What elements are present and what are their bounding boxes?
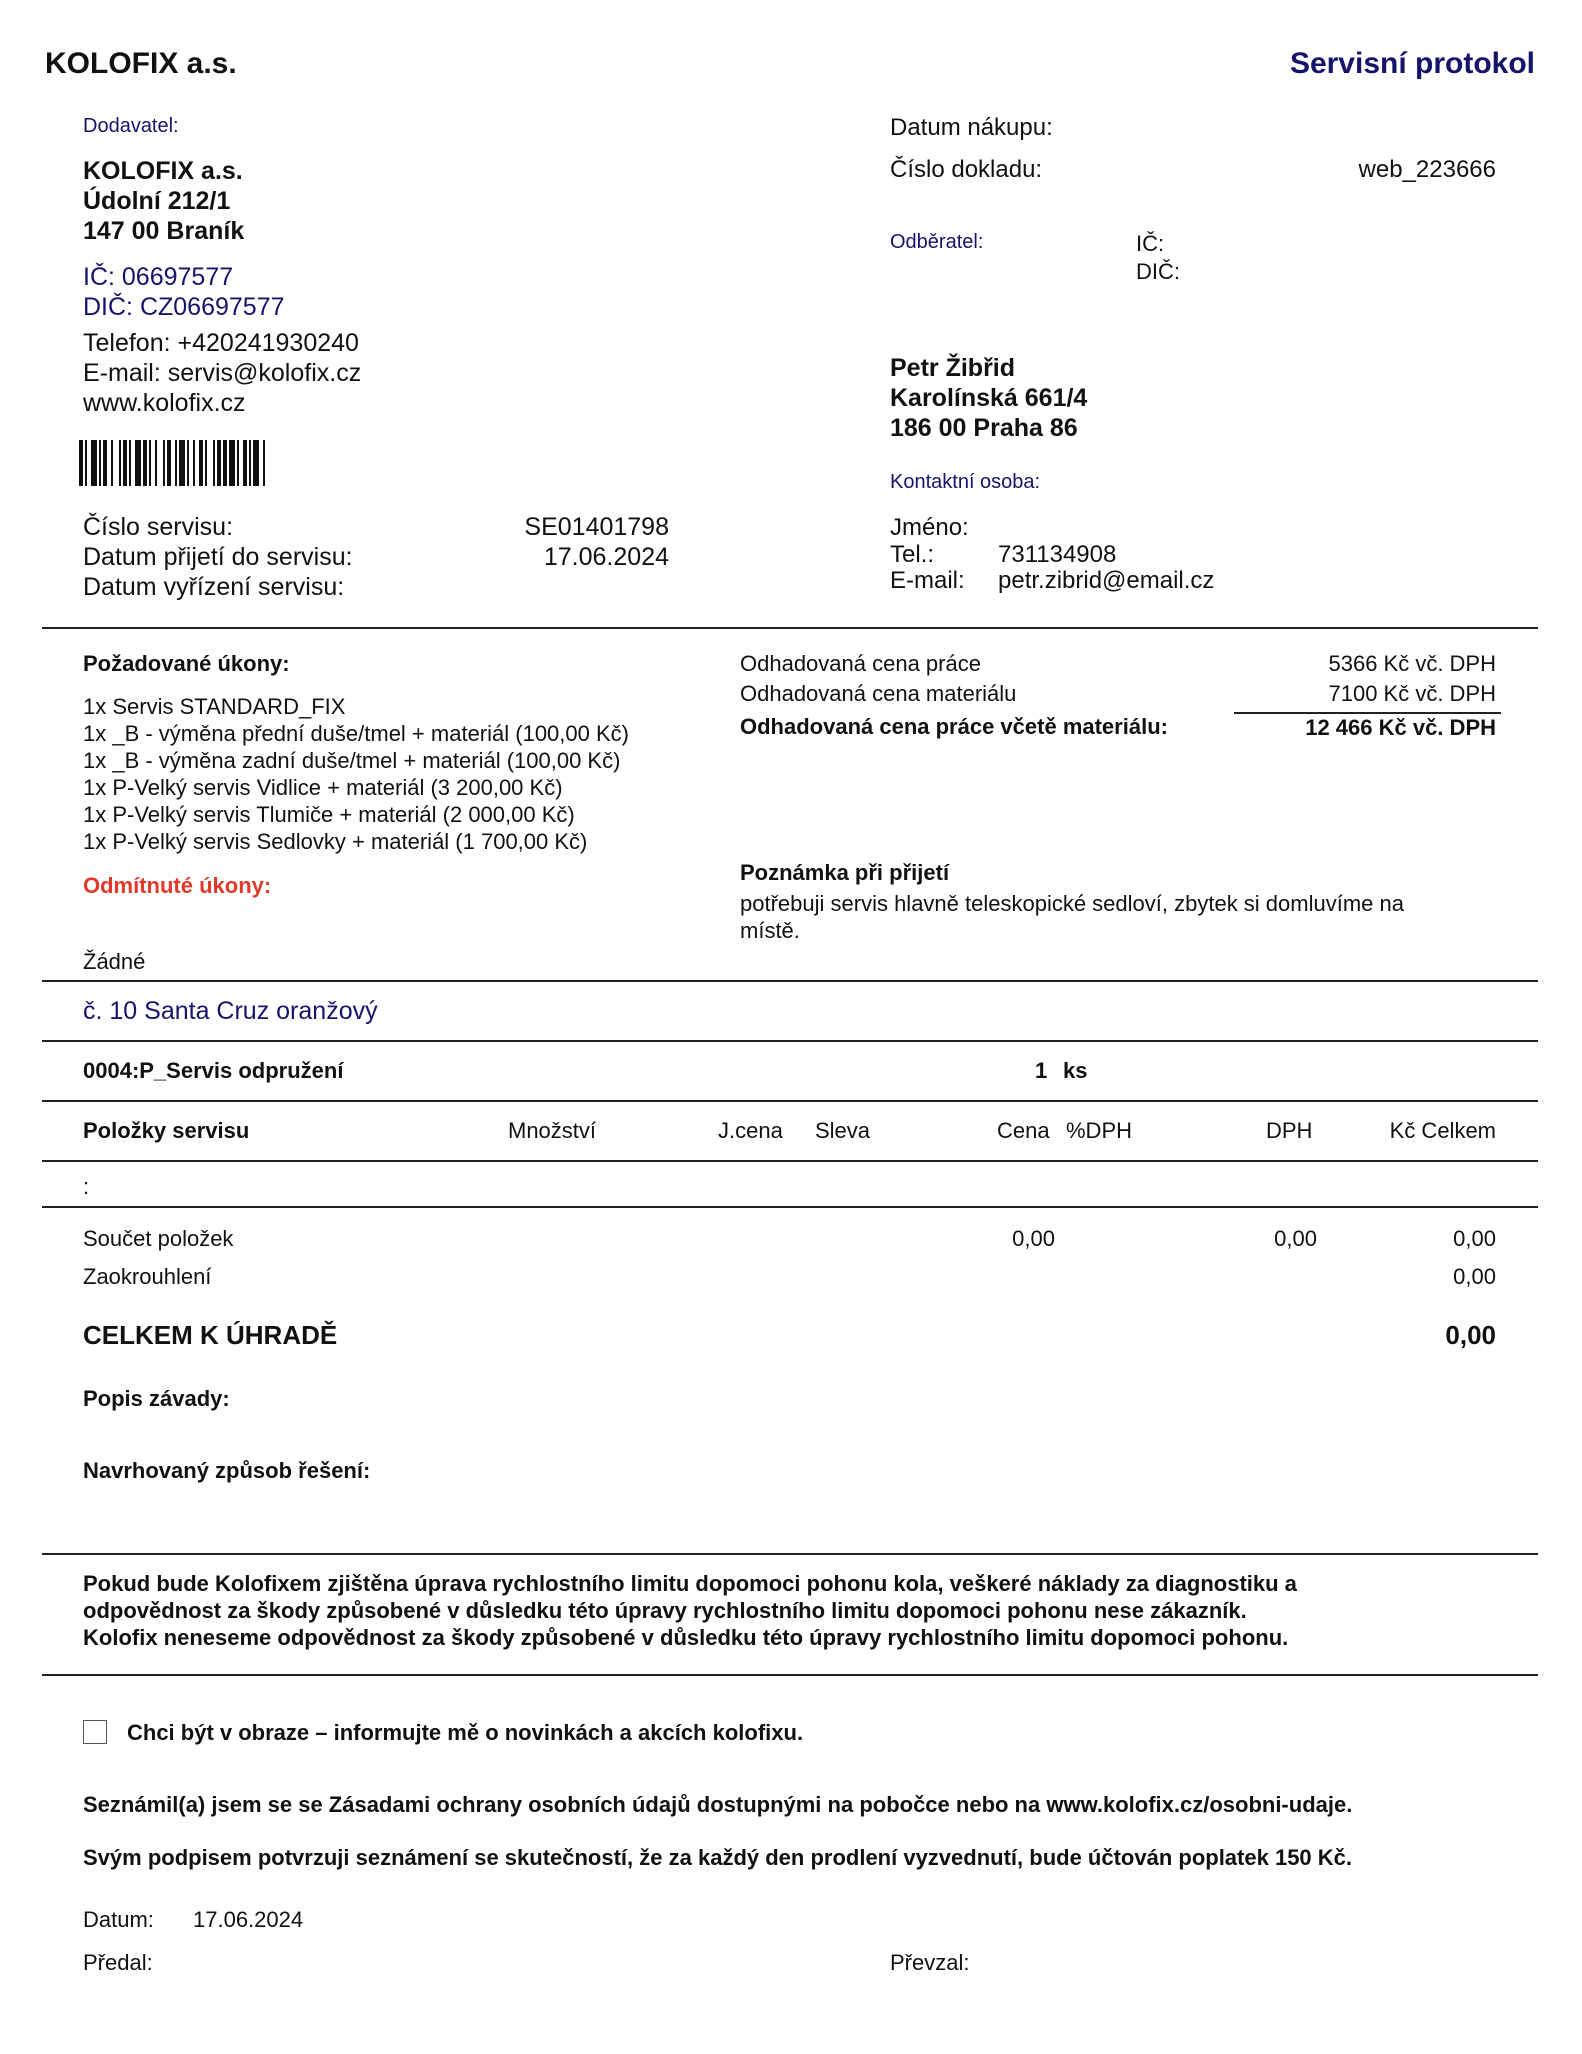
document-number-value: web_223666 xyxy=(1358,156,1496,183)
supplier-email: E-mail: servis@kolofix.cz xyxy=(83,359,362,387)
customer-street: Karolínská 661/4 xyxy=(890,384,1088,412)
material-estimate-value: 7100 Kč vč. DPH xyxy=(1328,681,1496,706)
supplier-web: www.kolofix.cz xyxy=(83,389,246,417)
note-title: Poznámka při přijetí xyxy=(740,860,950,885)
signature-date-value: 17.06.2024 xyxy=(193,1907,304,1932)
material-estimate-label: Odhadovaná cena materiálu xyxy=(740,681,1017,706)
company-name: KOLOFIX a.s. xyxy=(45,47,237,80)
estimate-sum-line xyxy=(1234,712,1501,714)
divider xyxy=(42,1160,1538,1162)
list-item: 1x Servis STANDARD_FIX xyxy=(83,694,346,719)
supplier-label: Dodavatel: xyxy=(83,115,179,137)
completed-date-label: Datum vyřízení servisu: xyxy=(83,573,345,601)
contact-email-label: E-mail: xyxy=(890,567,965,594)
document-title: Servisní protokol xyxy=(1289,47,1535,80)
divider xyxy=(42,1040,1538,1042)
signature-date-label: Datum: xyxy=(83,1907,154,1932)
column-header-qty: Množství xyxy=(508,1118,597,1143)
grand-total-value: 0,00 xyxy=(1445,1320,1496,1350)
divider xyxy=(42,1206,1538,1208)
items-sum-total: 0,00 xyxy=(1453,1226,1496,1251)
rejected-tasks-value: Žádné xyxy=(83,949,146,974)
column-header-discount: Sleva xyxy=(815,1118,871,1143)
privacy-statement: Seznámil(a) jsem se se Zásadami ochrany osobních údajů dostupnými na pobočce nebo na www.kolofix.cz/osobni-udaje. xyxy=(83,1792,1353,1817)
note-line-2: místě. xyxy=(740,918,800,943)
rounding-label: Zaokrouhlení xyxy=(83,1264,212,1289)
items-sum-price: 0,00 xyxy=(1012,1226,1055,1251)
newsletter-label: Chci být v obraze – informujte mě o novinkách a akcích kolofixu. xyxy=(127,1720,804,1745)
newsletter-checkbox[interactable] xyxy=(83,1720,107,1744)
handed-over-label: Předal: xyxy=(83,1950,153,1975)
contact-person-label: Kontaktní osoba: xyxy=(890,471,1041,493)
service-number-value: SE01401798 xyxy=(524,513,669,541)
customer-dic-label: DIČ: xyxy=(1136,259,1180,284)
fee-statement: Svým podpisem potvrzuji seznámení se skutečností, že za každý den prodlení vyzvednutí, bude účtován poplatek 150 Kč. xyxy=(83,1845,1353,1870)
column-header-price: Cena xyxy=(997,1118,1050,1143)
disclaimer-line: Pokud bude Kolofixem zjištěna úprava rychlostního limitu dopomoci pohonu kola, veškeré náklady za diagnostiku a xyxy=(83,1571,1297,1596)
divider xyxy=(42,980,1538,982)
fault-description-label: Popis závady: xyxy=(83,1386,230,1411)
divider xyxy=(42,627,1538,629)
list-item: 1x P-Velký servis Tlumiče + materiál (2 000,00 Kč) xyxy=(83,802,575,827)
divider xyxy=(42,1674,1538,1676)
supplier-name: KOLOFIX a.s. xyxy=(83,157,243,185)
purchase-date-label: Datum nákupu: xyxy=(890,114,1053,141)
document-number-label: Číslo dokladu: xyxy=(890,156,1043,183)
contact-tel-label: Tel.: xyxy=(890,541,935,568)
barcode-image xyxy=(79,440,317,486)
note-line-1: potřebuji servis hlavně teleskopické sedloví, zbytek si domluvíme na xyxy=(740,891,1404,916)
labor-estimate-label: Odhadovaná cena práce xyxy=(740,651,981,676)
labor-estimate-value: 5366 Kč vč. DPH xyxy=(1328,651,1496,676)
customer-city: 186 00 Praha 86 xyxy=(890,414,1078,442)
customer-name: Petr Žibřid xyxy=(890,354,1016,382)
contact-tel-value: 731134908 xyxy=(998,541,1117,568)
column-header-unit-price: J.cena xyxy=(718,1118,783,1143)
items-sum-vat: 0,00 xyxy=(1274,1226,1317,1251)
supplier-dic: DIČ: CZ06697577 xyxy=(83,293,285,321)
column-header-vat: DPH xyxy=(1266,1118,1313,1143)
disclaimer-line: Kolofix neneseme odpovědnost za škody způsobené v důsledku této úpravy rychlostního limitu dopomoci pohonu. xyxy=(83,1625,1289,1650)
customer-label: Odběratel: xyxy=(890,231,984,253)
service-number-label: Číslo servisu: xyxy=(83,513,234,541)
received-by-label: Převzal: xyxy=(890,1950,970,1975)
divider xyxy=(42,1100,1538,1102)
rounding-value: 0,00 xyxy=(1453,1264,1496,1289)
supplier-ic: IČ: 06697577 xyxy=(83,263,234,291)
service-type-name: 0004:P_Servis odpružení xyxy=(83,1058,344,1083)
requested-task-list xyxy=(83,693,629,855)
disclaimer-line: odpovědnost za škody způsobené v důsledku této úpravy rychlostního limitu dopomoci pohonu nese zákazník. xyxy=(83,1598,1247,1623)
supplier-phone: Telefon: +420241930240 xyxy=(83,329,359,357)
column-header-vat-pct: %DPH xyxy=(1066,1118,1133,1143)
grand-total-label: CELKEM K ÚHRADĚ xyxy=(83,1320,338,1350)
column-header-total: Kč Celkem xyxy=(1389,1118,1496,1143)
total-estimate-value: 12 466 Kč vč. DPH xyxy=(1305,715,1496,740)
contact-email-value: petr.zibrid@email.cz xyxy=(998,567,1215,594)
bike-name: č. 10 Santa Cruz oranžový xyxy=(83,997,378,1025)
requested-tasks-title: Požadované úkony: xyxy=(83,651,290,676)
disclaimer xyxy=(83,1570,1297,1651)
list-item: 1x _B - výměna zadní duše/tmel + materiál (100,00 Kč) xyxy=(83,748,621,773)
received-date-value: 17.06.2024 xyxy=(543,543,669,571)
supplier-street: Údolní 212/1 xyxy=(83,187,231,215)
customer-ic-label: IČ: xyxy=(1136,231,1165,256)
proposed-solution-label: Navrhovaný způsob řešení: xyxy=(83,1458,371,1483)
items-sum-label: Součet položek xyxy=(83,1226,234,1251)
table-row: : xyxy=(83,1174,90,1199)
list-item: 1x _B - výměna přední duše/tmel + materiál (100,00 Kč) xyxy=(83,721,629,746)
divider xyxy=(42,1553,1538,1555)
list-item: 1x P-Velký servis Vidlice + materiál (3 200,00 Kč) xyxy=(83,775,563,800)
rejected-tasks-title: Odmítnuté úkony: xyxy=(83,873,272,898)
supplier-city: 147 00 Braník xyxy=(83,217,245,245)
service-type-unit: ks xyxy=(1063,1058,1088,1083)
contact-name-label: Jméno: xyxy=(890,514,969,541)
total-estimate-label: Odhadovaná cena práce včetě materiálu: xyxy=(740,714,1168,739)
service-type-qty: 1 xyxy=(1035,1058,1048,1083)
list-item: 1x P-Velký servis Sedlovky + materiál (1 700,00 Kč) xyxy=(83,829,588,854)
column-header-item: Položky servisu xyxy=(83,1118,250,1143)
received-date-label: Datum přijetí do servisu: xyxy=(83,543,353,571)
